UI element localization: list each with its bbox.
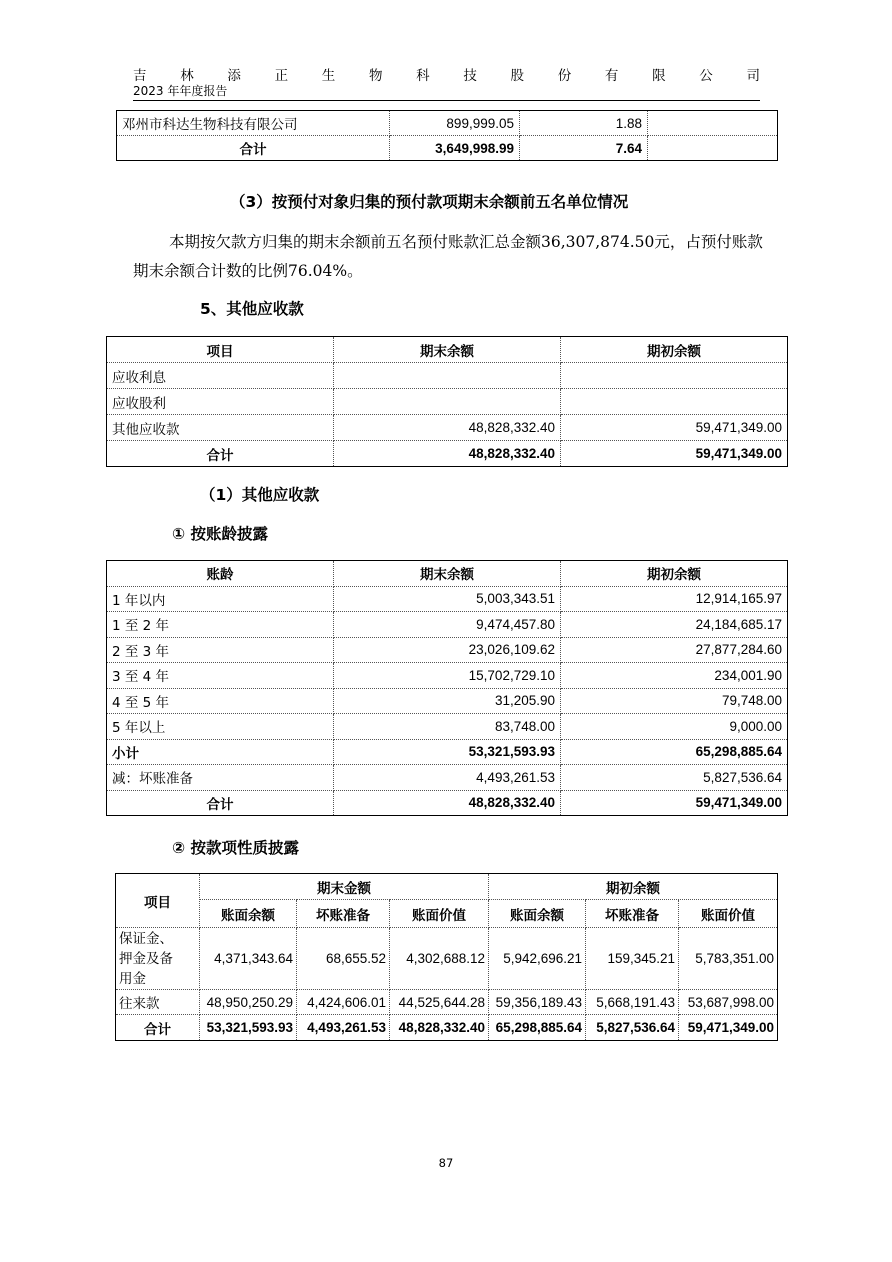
table-row	[107, 586, 788, 612]
cell-value: 5,827,536.64	[586, 1015, 679, 1041]
cell-item-line: 押金及备	[119, 950, 173, 967]
cell-begin: 59,471,349.00	[561, 441, 788, 467]
col-header-aging: 账龄	[107, 561, 334, 587]
col-header-end: 期末余额	[334, 337, 561, 363]
group-header-end: 期末金额	[200, 874, 489, 900]
cell-item	[116, 928, 200, 990]
cell-value: 65,298,885.64	[489, 1015, 586, 1041]
cell-value: 5,783,351.00	[679, 928, 778, 990]
aging-table	[106, 560, 788, 816]
company-name-char: 生	[321, 68, 336, 84]
cell-begin: 5,827,536.64	[561, 765, 788, 791]
other-receivables-summary-table	[106, 336, 788, 467]
company-name-char: 科	[416, 68, 430, 84]
table-row-total	[116, 1015, 778, 1041]
col-header-begin: 期初余额	[561, 337, 788, 363]
table-row	[107, 612, 788, 638]
table-row	[107, 688, 788, 714]
cell-item: 其他应收款	[107, 415, 334, 441]
section-3-paragraph	[133, 228, 763, 286]
cell-value: 48,828,332.40	[390, 1015, 489, 1041]
section-5-heading: 5、其他应收款	[200, 300, 304, 318]
cell-item-line: 用金	[119, 970, 146, 987]
cell-extra	[648, 111, 778, 136]
cell-end: 15,702,729.10	[334, 663, 561, 689]
cell-end: 48,828,332.40	[334, 790, 561, 816]
company-name-char: 林	[180, 68, 194, 84]
table-row-total	[107, 441, 788, 467]
cell-value: 4,371,343.64	[200, 928, 297, 990]
col-header-book-balance: 账面余额	[489, 900, 586, 928]
table-row	[107, 363, 788, 389]
group-header-begin: 期初余额	[489, 874, 778, 900]
cell-value: 4,424,606.01	[297, 990, 390, 1015]
report-title: 2023 年年度报告	[133, 84, 228, 98]
cell-begin: 234,001.90	[561, 663, 788, 689]
cell-begin: 65,298,885.64	[561, 739, 788, 765]
cell-item: 1 年以内	[107, 586, 334, 612]
cell-begin: 59,471,349.00	[561, 415, 788, 441]
cell-amount: 3,649,998.99	[390, 136, 520, 161]
col-header-item: 项目	[116, 874, 200, 928]
table-row	[107, 389, 788, 415]
col-header-begin: 期初余额	[561, 561, 788, 587]
cell-ratio: 7.64	[520, 136, 648, 161]
cell-value: 68,655.52	[297, 928, 390, 990]
cell-total-label: 合计	[116, 1015, 200, 1041]
cell-total-label: 合计	[107, 790, 334, 816]
cell-begin: 9,000.00	[561, 714, 788, 740]
cell-total-label: 合计	[117, 136, 390, 161]
company-name-char: 物	[368, 68, 383, 84]
cell-begin: 12,914,165.97	[561, 586, 788, 612]
company-name-char: 公	[699, 68, 713, 84]
header-rule	[133, 100, 760, 101]
company-name-char: 司	[746, 68, 760, 84]
col-header-item: 项目	[107, 337, 334, 363]
company-name-char: 技	[463, 68, 477, 84]
col-header-bad-debt: 坏账准备	[586, 900, 679, 928]
company-name-char: 添	[227, 68, 241, 84]
cell-end: 23,026,109.62	[334, 637, 561, 663]
nature-table	[115, 873, 778, 1041]
cell-begin: 27,877,284.60	[561, 637, 788, 663]
table-group-header-row	[116, 874, 778, 900]
company-name-char: 有	[604, 68, 619, 84]
cell-item: 1 至 2 年	[107, 612, 334, 638]
table-header-row	[107, 561, 788, 587]
cell-item-line: 保证金、	[119, 930, 173, 947]
cell-value: 4,493,261.53	[297, 1015, 390, 1041]
cell-end: 5,003,343.51	[334, 586, 561, 612]
table-row	[107, 415, 788, 441]
cell-end: 48,828,332.40	[334, 441, 561, 467]
cell-begin: 24,184,685.17	[561, 612, 788, 638]
cell-company: 邓州市科达生物科技有限公司	[117, 111, 390, 136]
table-row-total	[107, 790, 788, 816]
cell-item: 5 年以上	[107, 714, 334, 740]
cell-item: 往来款	[116, 990, 200, 1015]
cell-value: 4,302,688.12	[390, 928, 489, 990]
col-header-book-value: 账面价值	[390, 900, 489, 928]
cell-end: 31,205.90	[334, 688, 561, 714]
table-row	[107, 714, 788, 740]
col-header-bad-debt: 坏账准备	[297, 900, 390, 928]
table-header-row	[107, 337, 788, 363]
col-header-book-balance: 账面余额	[200, 900, 297, 928]
paragraph-text: 本期按欠款方归集的期末余额前五名预付账款汇总金额36,307,874.50元，占预付账款期末余额合计数的比例76.04%。	[133, 233, 763, 280]
cell-end	[334, 389, 561, 415]
cell-ratio: 1.88	[520, 111, 648, 136]
company-name-char: 正	[274, 68, 289, 84]
cell-item: 3 至 4 年	[107, 663, 334, 689]
cell-value: 53,687,998.00	[679, 990, 778, 1015]
cell-item: 应收股利	[107, 389, 334, 415]
cell-value: 159,345.21	[586, 928, 679, 990]
cell-value: 59,471,349.00	[679, 1015, 778, 1041]
table-row-total	[117, 136, 778, 161]
cell-value: 5,942,696.21	[489, 928, 586, 990]
cell-end	[334, 363, 561, 389]
cell-end: 53,321,593.93	[334, 739, 561, 765]
cell-end: 9,474,457.80	[334, 612, 561, 638]
table-header-row	[116, 900, 778, 928]
aging-heading: ① 按账龄披露	[172, 525, 269, 543]
cell-value: 44,525,644.28	[390, 990, 489, 1015]
cell-item: 4 至 5 年	[107, 688, 334, 714]
cell-total-label: 合计	[107, 441, 334, 467]
table-row	[116, 928, 778, 990]
cell-end: 48,828,332.40	[334, 415, 561, 441]
cell-amount: 899,999.05	[390, 111, 520, 136]
company-name-char: 股	[510, 68, 524, 84]
cell-item: 2 至 3 年	[107, 637, 334, 663]
cell-value: 59,356,189.43	[489, 990, 586, 1015]
cell-value: 48,950,250.29	[200, 990, 297, 1015]
cell-value: 53,321,593.93	[200, 1015, 297, 1041]
table-row	[117, 111, 778, 136]
cell-item: 减：坏账准备	[107, 765, 334, 791]
cell-begin: 79,748.00	[561, 688, 788, 714]
cell-end: 83,748.00	[334, 714, 561, 740]
table-row	[107, 663, 788, 689]
company-name	[133, 64, 760, 84]
page-number: 87	[438, 1156, 454, 1170]
company-name-char: 限	[652, 68, 666, 84]
cell-begin	[561, 363, 788, 389]
company-name-char: 吉	[133, 68, 147, 84]
col-header-end: 期末余额	[334, 561, 561, 587]
col-header-book-value: 账面价值	[679, 900, 778, 928]
table-row	[107, 637, 788, 663]
sub-1-heading: （1）其他应收款	[200, 486, 320, 504]
cell-begin: 59,471,349.00	[561, 790, 788, 816]
table-row	[107, 765, 788, 791]
cell-end: 4,493,261.53	[334, 765, 561, 791]
company-name-char: 份	[557, 68, 572, 84]
nature-heading: ② 按款项性质披露	[172, 839, 300, 857]
cell-begin	[561, 389, 788, 415]
cell-value: 5,668,191.43	[586, 990, 679, 1015]
section-3-heading: （3）按预付对象归集的预付款项期末余额前五名单位情况	[230, 193, 629, 211]
table-row-subtotal	[107, 739, 788, 765]
prepayment-top-table	[116, 110, 778, 161]
table-row	[116, 990, 778, 1015]
cell-subtotal-label: 小计	[107, 739, 334, 765]
cell-item: 应收利息	[107, 363, 334, 389]
cell-extra	[648, 136, 778, 161]
